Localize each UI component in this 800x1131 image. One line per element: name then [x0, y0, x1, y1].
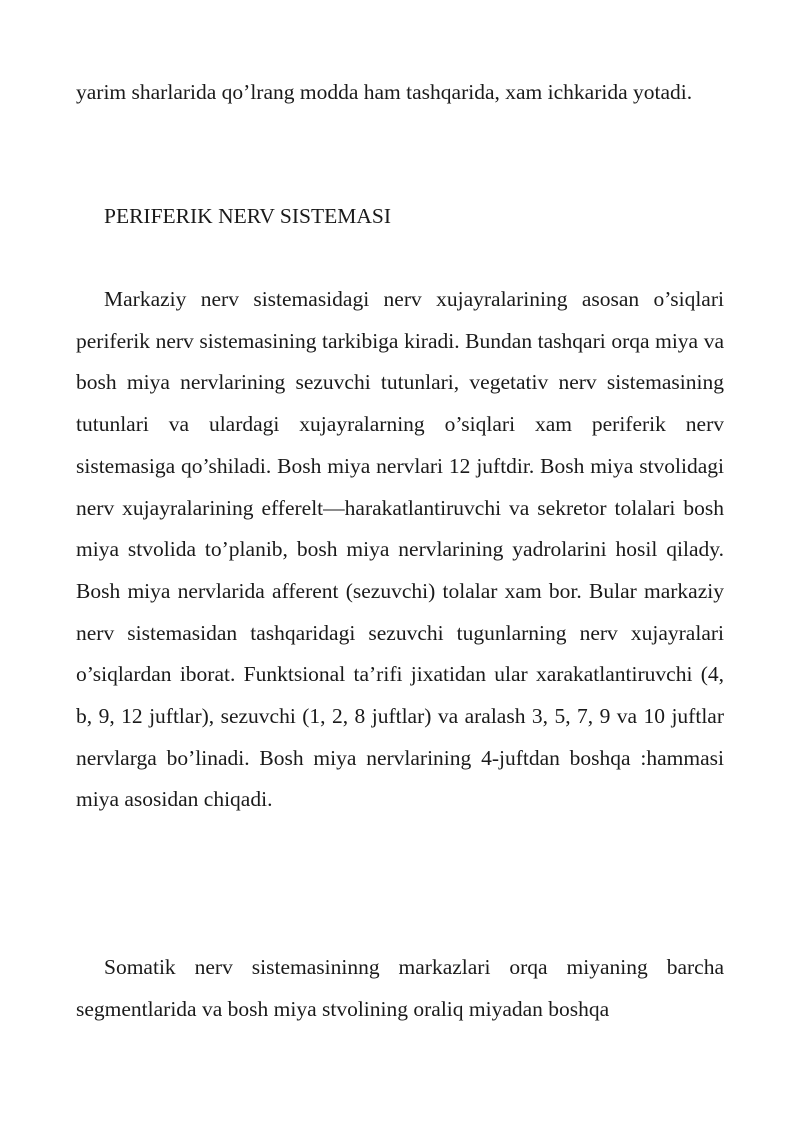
body-paragraph: Somatik nerv sistemasininng markazlari orqa miyaning barcha segmentlarida va bosh miya stvolining oraliq miyadan boshqa — [76, 955, 724, 1021]
continuation-paragraph: yarim sharlarida qo’lrang modda ham tashqarida, xam ichkarida yotadi. — [76, 80, 693, 104]
body-paragraph: Markaziy nerv sistemasidagi nerv xujayralarining asosan o’siqlari periferik nerv sistemasining tarkibiga kiradi. Bundan tashqari orqa miya va bosh miya nervlarining sezuvchi tutunlari, vegetativ nerv sistemasining tutunlari va ulardagi xujayralarning o’siqlari xam periferik nerv sistemasiga qo’shiladi. Bosh miya nervlari 12 juftdir. Bosh miya stvolidagi nerv xujayralarining efferelt—harakatlantiruvchi va sekretor tolalari bosh miya stvolida to’planib, bosh miya nervlarining yadrolarini hosil qilady. Bosh miya nervlarida afferent (sezuvchi) tolalar xam bor. Bular markaziy nerv sistemasidan tashqaridagi sezuvchi tugunlarning nerv xujayralari o’siqlardan iborat. Funktsional ta’rifi jixatidan ular xarakatlantiruvchi (4, b, 9, 12 juftlar), sezuvchi (1, 2, 8 juftlar) va aralash 3, 5, 7, 9 va 10 juftlar nervlarga bo’linadi. Bosh miya nervlarining 4-juftdan boshqa :hammasi miya asosidan chiqadi. — [76, 287, 724, 812]
section-heading: PERIFERIK NERV SISTEMASI — [104, 204, 391, 228]
